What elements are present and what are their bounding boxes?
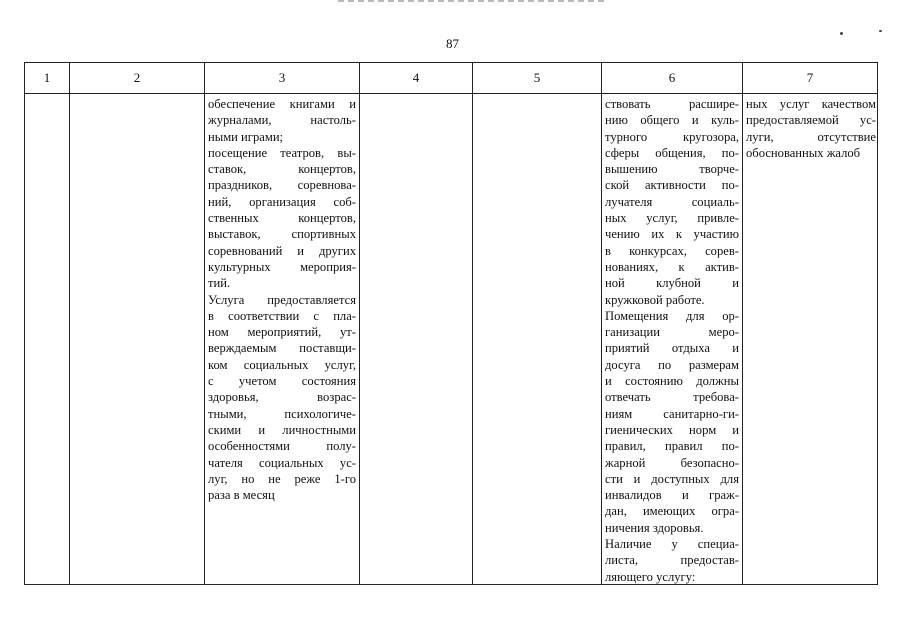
column-header: 4 xyxy=(412,70,420,85)
text-line: ных услуг, привле- xyxy=(605,211,739,226)
scan-speck xyxy=(879,30,882,32)
text-line: Услуга предоставляется xyxy=(208,292,356,307)
text-line: ставок, концертов, xyxy=(208,162,356,177)
text-line: нию общего и куль- xyxy=(605,113,739,128)
text-line: дан, имеющих огра- xyxy=(605,504,739,519)
text-line: листа, предостав- xyxy=(605,553,739,568)
text-line: сти и доступных для xyxy=(605,471,739,486)
text-line: ных услуг качеством xyxy=(746,97,876,111)
column-divider xyxy=(472,63,473,584)
text-line: раза в месяц xyxy=(208,488,275,503)
text-line: здоровья, возрас- xyxy=(208,390,356,405)
cell-col6-conditions xyxy=(605,96,739,585)
text-line: чателя социальных ус- xyxy=(208,455,356,470)
text-line: нованиях, к актив- xyxy=(605,259,739,274)
text-line: сферы общения, по- xyxy=(605,145,739,160)
text-line: Помещения для ор- xyxy=(605,308,739,323)
text-line: тными, психологиче- xyxy=(208,406,356,421)
text-line: ляющего услугу: xyxy=(605,569,696,584)
text-line: приятий отдыха и xyxy=(605,341,739,356)
text-line: ской активности по- xyxy=(605,178,739,193)
text-line: ничения здоровья. xyxy=(605,520,704,535)
text-line: турного кругозора, xyxy=(605,129,739,144)
text-line: выставок, спортивных xyxy=(208,227,356,242)
column-header: 1 xyxy=(43,70,51,85)
text-line: кружковой работе. xyxy=(605,292,705,307)
text-line: чению их к участию xyxy=(605,227,739,242)
text-line: с учетом состояния xyxy=(208,374,356,389)
column-divider xyxy=(69,63,70,584)
text-line: скими и личностными xyxy=(208,422,356,437)
text-line: тий. xyxy=(208,276,231,291)
text-line: журналами, настоль- xyxy=(208,113,356,128)
services-table xyxy=(24,62,878,585)
text-line: предоставляемой ус- xyxy=(746,113,876,128)
column-divider xyxy=(359,63,360,584)
scan-speck xyxy=(840,32,843,35)
text-line: ной клубной и xyxy=(605,276,739,291)
scan-header-artifact xyxy=(338,0,608,2)
text-line: инвалидов и граж- xyxy=(605,488,739,503)
text-line: отвечать требова- xyxy=(605,390,739,405)
text-line: лучателя социаль- xyxy=(605,194,739,209)
text-line: ствовать расшире- xyxy=(605,97,739,111)
text-line: соревнований и других xyxy=(208,243,356,258)
text-line: ганизации меро- xyxy=(605,325,739,340)
column-header: 3 xyxy=(278,70,286,85)
column-header: 2 xyxy=(133,70,141,85)
text-line: ными играми; xyxy=(208,129,284,144)
text-line: ственных концертов, xyxy=(208,211,356,226)
text-line: особенностями полу- xyxy=(208,439,356,454)
text-line: ниям санитарно-ги- xyxy=(605,406,739,421)
page-number: 87 xyxy=(446,36,459,51)
text-line: ний, организация соб- xyxy=(208,194,356,209)
text-line: праздников, соревнова- xyxy=(208,178,356,193)
text-line: правил, правил по- xyxy=(605,439,739,454)
column-header: 5 xyxy=(533,70,541,85)
text-line: луг, но не реже 1-го xyxy=(208,471,356,486)
text-line: обоснованных жалоб xyxy=(746,145,861,160)
column-divider xyxy=(601,63,602,584)
text-line: луги, отсутствие xyxy=(746,129,876,144)
cell-col7-evaluation xyxy=(746,96,876,161)
text-line: верждаемым поставщи- xyxy=(208,341,356,356)
text-line: и состоянию должны xyxy=(605,374,739,389)
text-line: ком социальных услуг, xyxy=(208,357,356,372)
text-line: в соответствии с пла- xyxy=(208,308,356,323)
text-line: вышению творче- xyxy=(605,162,739,177)
text-line: в конкурсах, сорев- xyxy=(605,243,739,258)
cell-col3-description xyxy=(208,96,356,503)
text-line: культурных мероприя- xyxy=(208,259,356,274)
text-line: посещение театров, вы- xyxy=(208,145,356,160)
text-line: обеспечение книгами и xyxy=(208,97,356,111)
column-header: 6 xyxy=(668,70,676,85)
text-line: ном мероприятий, ут- xyxy=(208,325,356,340)
table-header-row xyxy=(25,63,877,94)
text-line: жарной безопасно- xyxy=(605,455,739,470)
column-divider xyxy=(204,63,205,584)
text-line: Наличие у специа- xyxy=(605,537,739,552)
column-divider xyxy=(742,63,743,584)
text-line: гиенических норм и xyxy=(605,422,739,437)
column-header: 7 xyxy=(806,70,814,85)
text-line: досуга по размерам xyxy=(605,357,739,372)
scan-margin-artifact xyxy=(886,250,894,284)
